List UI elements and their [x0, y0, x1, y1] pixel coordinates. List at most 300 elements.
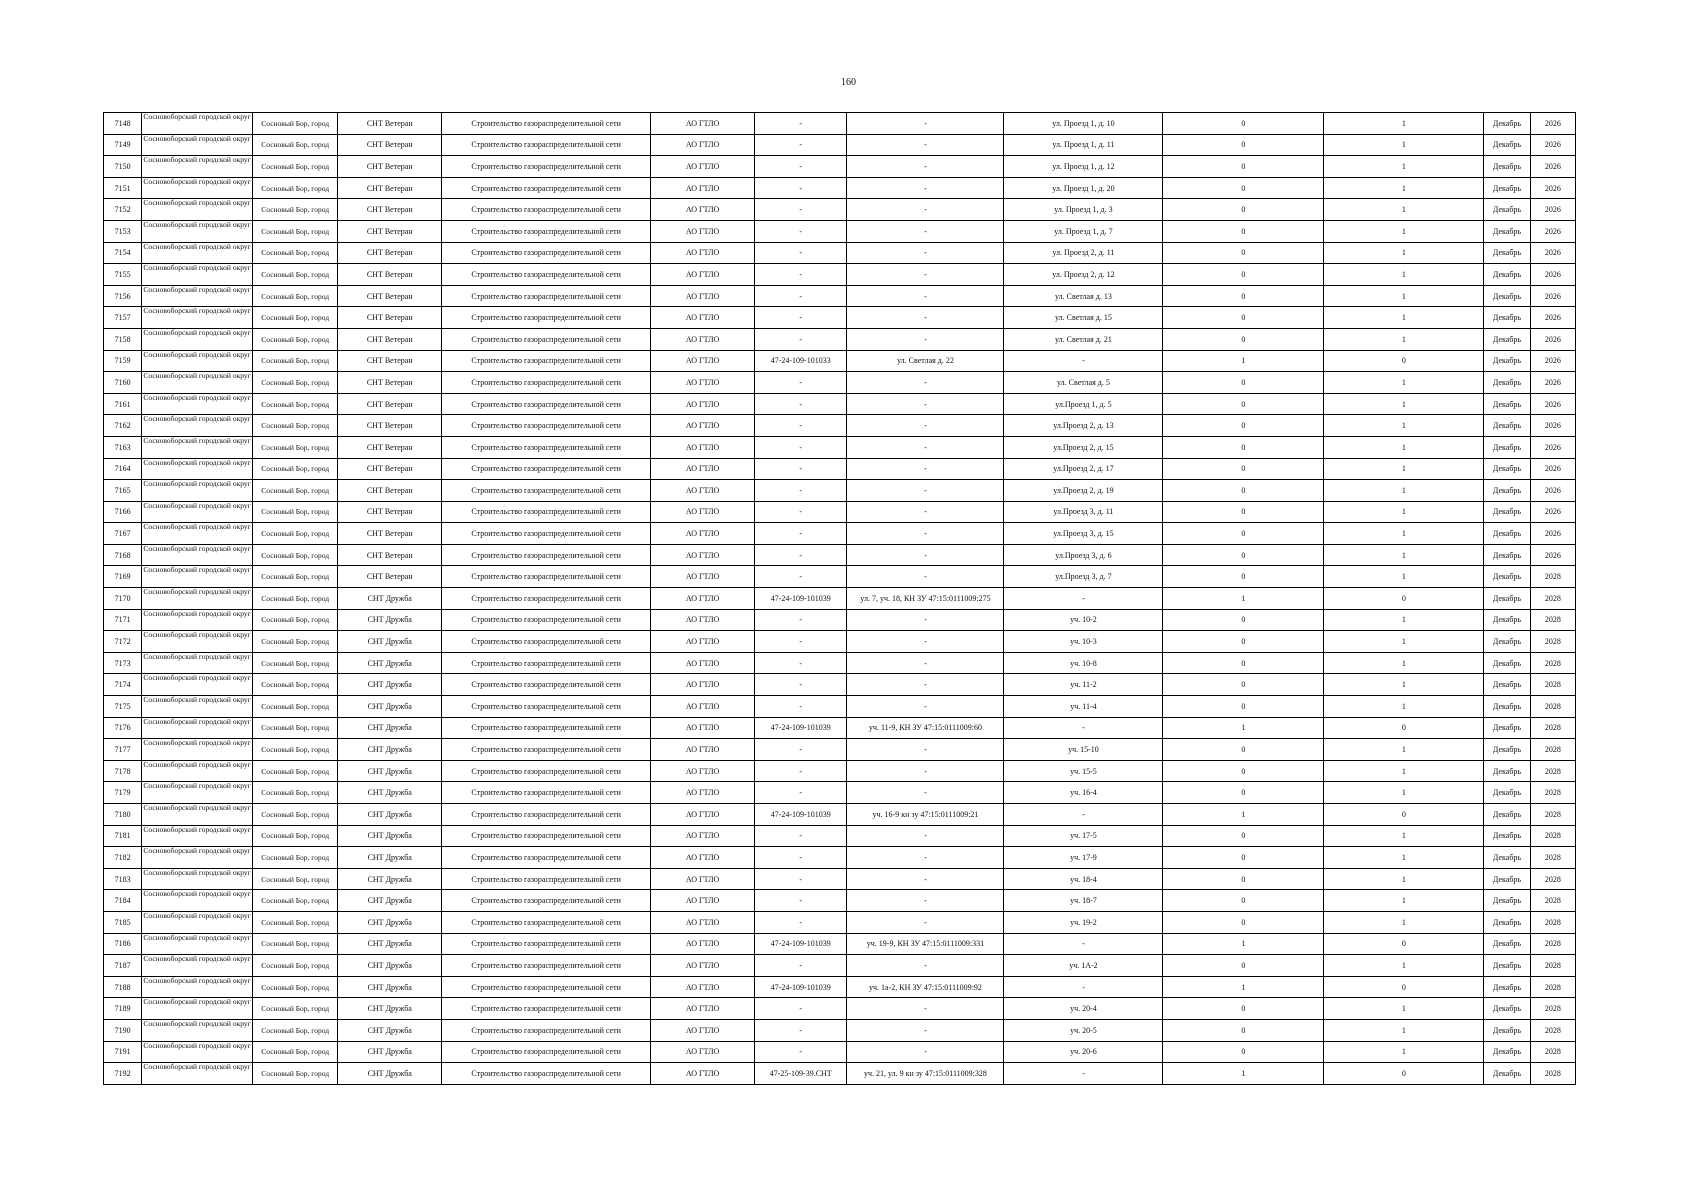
- city-cell: Сосновый Бор, город: [252, 307, 338, 329]
- value-a-cell: 0: [1163, 242, 1324, 264]
- row-number-cell: 7160: [104, 372, 142, 394]
- organization-cell: АО ГТЛО: [651, 609, 755, 631]
- land-plot-cell: -: [847, 372, 1004, 394]
- row-number-cell: 7152: [104, 199, 142, 221]
- work-type-cell: Строительство газораспределительной сети: [442, 933, 651, 955]
- table-row: [104, 350, 1576, 372]
- month-cell: Декабрь: [1484, 199, 1530, 221]
- work-type-cell: Строительство газораспределительной сети: [442, 825, 651, 847]
- land-plot-cell: -: [847, 264, 1004, 286]
- work-type-cell: Строительство газораспределительной сети: [442, 696, 651, 718]
- settlement-cell: СНТ Ветеран: [338, 264, 442, 286]
- work-type-cell: Строительство газораспределительной сети: [442, 760, 651, 782]
- organization-cell: АО ГТЛО: [651, 652, 755, 674]
- district-cell: Сосновоборский городской округ: [142, 328, 253, 350]
- value-a-cell: 0: [1163, 134, 1324, 156]
- address-cell: ул. Светлая д. 13: [1004, 285, 1163, 307]
- value-b-cell: 1: [1324, 631, 1484, 653]
- organization-cell: АО ГТЛО: [651, 566, 755, 588]
- organization-cell: АО ГТЛО: [651, 415, 755, 437]
- row-number-cell: 7177: [104, 739, 142, 761]
- value-a-cell: 1: [1163, 933, 1324, 955]
- address-cell: ул.Проезд 3, д. 15: [1004, 523, 1163, 545]
- city-cell: Сосновый Бор, город: [252, 631, 338, 653]
- district-cell: Сосновоборский городской округ: [142, 825, 253, 847]
- settlement-cell: СНТ Ветеран: [338, 113, 442, 135]
- land-plot-cell: -: [847, 760, 1004, 782]
- year-cell: 2026: [1530, 544, 1575, 566]
- row-number-cell: 7158: [104, 328, 142, 350]
- cadastral-block-cell: -: [754, 760, 847, 782]
- month-cell: Декабрь: [1484, 264, 1530, 286]
- work-type-cell: Строительство газораспределительной сети: [442, 911, 651, 933]
- organization-cell: АО ГТЛО: [651, 1063, 755, 1085]
- row-number-cell: 7176: [104, 717, 142, 739]
- work-type-cell: Строительство газораспределительной сети: [442, 350, 651, 372]
- table-body: [104, 113, 1576, 1085]
- organization-cell: АО ГТЛО: [651, 242, 755, 264]
- value-b-cell: 1: [1324, 523, 1484, 545]
- work-type-cell: Строительство газораспределительной сети: [442, 264, 651, 286]
- address-cell: ул. Светлая д. 15: [1004, 307, 1163, 329]
- month-cell: Декабрь: [1484, 285, 1530, 307]
- month-cell: Декабрь: [1484, 955, 1530, 977]
- year-cell: 2026: [1530, 393, 1575, 415]
- city-cell: Сосновый Бор, город: [252, 868, 338, 890]
- cadastral-block-cell: -: [754, 436, 847, 458]
- value-b-cell: 1: [1324, 825, 1484, 847]
- row-number-cell: 7174: [104, 674, 142, 696]
- cadastral-block-cell: 47-24-109-101039: [754, 588, 847, 610]
- settlement-cell: СНТ Дружба: [338, 847, 442, 869]
- month-cell: Декабрь: [1484, 588, 1530, 610]
- row-number-cell: 7192: [104, 1063, 142, 1085]
- settlement-cell: СНТ Ветеран: [338, 177, 442, 199]
- row-number-cell: 7154: [104, 242, 142, 264]
- address-cell: уч. 10-8: [1004, 652, 1163, 674]
- work-type-cell: Строительство газораспределительной сети: [442, 523, 651, 545]
- year-cell: 2028: [1530, 955, 1575, 977]
- value-b-cell: 1: [1324, 199, 1484, 221]
- row-number-cell: 7178: [104, 760, 142, 782]
- organization-cell: АО ГТЛО: [651, 1041, 755, 1063]
- year-cell: 2028: [1530, 847, 1575, 869]
- value-b-cell: 1: [1324, 372, 1484, 394]
- work-type-cell: Строительство газораспределительной сети: [442, 393, 651, 415]
- month-cell: Декабрь: [1484, 609, 1530, 631]
- value-b-cell: 0: [1324, 804, 1484, 826]
- year-cell: 2026: [1530, 156, 1575, 178]
- settlement-cell: СНТ Ветеран: [338, 436, 442, 458]
- row-number-cell: 7188: [104, 976, 142, 998]
- city-cell: Сосновый Бор, город: [252, 393, 338, 415]
- year-cell: 2028: [1530, 760, 1575, 782]
- year-cell: 2028: [1530, 890, 1575, 912]
- cadastral-block-cell: -: [754, 825, 847, 847]
- row-number-cell: 7168: [104, 544, 142, 566]
- year-cell: 2028: [1530, 1019, 1575, 1041]
- row-number-cell: 7155: [104, 264, 142, 286]
- year-cell: 2026: [1530, 480, 1575, 502]
- month-cell: Декабрь: [1484, 156, 1530, 178]
- value-b-cell: 0: [1324, 350, 1484, 372]
- month-cell: Декабрь: [1484, 458, 1530, 480]
- value-a-cell: 0: [1163, 523, 1324, 545]
- month-cell: Декабрь: [1484, 933, 1530, 955]
- land-plot-cell: уч. 19-9, КН ЗУ 47:15:0111009:331: [847, 933, 1004, 955]
- land-plot-cell: -: [847, 480, 1004, 502]
- work-type-cell: Строительство газораспределительной сети: [442, 739, 651, 761]
- table-row: [104, 696, 1576, 718]
- value-b-cell: 0: [1324, 717, 1484, 739]
- month-cell: Декабрь: [1484, 998, 1530, 1020]
- district-cell: Сосновоборский городской округ: [142, 199, 253, 221]
- land-plot-cell: -: [847, 393, 1004, 415]
- work-type-cell: Строительство газораспределительной сети: [442, 220, 651, 242]
- land-plot-cell: -: [847, 868, 1004, 890]
- table-row: [104, 825, 1576, 847]
- organization-cell: АО ГТЛО: [651, 156, 755, 178]
- table-row: [104, 544, 1576, 566]
- work-type-cell: Строительство газораспределительной сети: [442, 998, 651, 1020]
- city-cell: Сосновый Бор, город: [252, 998, 338, 1020]
- district-cell: Сосновоборский городской округ: [142, 523, 253, 545]
- cadastral-block-cell: -: [754, 609, 847, 631]
- cadastral-block-cell: 47-24-109-101039: [754, 976, 847, 998]
- settlement-cell: СНТ Ветеран: [338, 480, 442, 502]
- district-cell: Сосновоборский городской округ: [142, 285, 253, 307]
- settlement-cell: СНТ Дружба: [338, 1019, 442, 1041]
- organization-cell: АО ГТЛО: [651, 372, 755, 394]
- city-cell: Сосновый Бор, город: [252, 1063, 338, 1085]
- value-a-cell: 0: [1163, 674, 1324, 696]
- table-row: [104, 847, 1576, 869]
- cadastral-block-cell: -: [754, 523, 847, 545]
- row-number-cell: 7180: [104, 804, 142, 826]
- address-cell: -: [1004, 588, 1163, 610]
- settlement-cell: СНТ Ветеран: [338, 372, 442, 394]
- city-cell: Сосновый Бор, город: [252, 350, 338, 372]
- organization-cell: АО ГТЛО: [651, 307, 755, 329]
- cadastral-block-cell: -: [754, 955, 847, 977]
- city-cell: Сосновый Бор, город: [252, 933, 338, 955]
- row-number-cell: 7187: [104, 955, 142, 977]
- address-cell: уч. 15-5: [1004, 760, 1163, 782]
- row-number-cell: 7172: [104, 631, 142, 653]
- table-row: [104, 955, 1576, 977]
- city-cell: Сосновый Бор, город: [252, 113, 338, 135]
- land-plot-cell: -: [847, 458, 1004, 480]
- address-cell: ул. Проезд 2, д. 12: [1004, 264, 1163, 286]
- value-a-cell: 0: [1163, 393, 1324, 415]
- value-a-cell: 0: [1163, 609, 1324, 631]
- organization-cell: АО ГТЛО: [651, 804, 755, 826]
- value-a-cell: 0: [1163, 177, 1324, 199]
- year-cell: 2028: [1530, 933, 1575, 955]
- value-a-cell: 0: [1163, 372, 1324, 394]
- month-cell: Декабрь: [1484, 113, 1530, 135]
- settlement-cell: СНТ Дружба: [338, 998, 442, 1020]
- work-type-cell: Строительство газораспределительной сети: [442, 717, 651, 739]
- settlement-cell: СНТ Дружба: [338, 609, 442, 631]
- organization-cell: АО ГТЛО: [651, 976, 755, 998]
- land-plot-cell: -: [847, 1019, 1004, 1041]
- month-cell: Декабрь: [1484, 847, 1530, 869]
- cadastral-block-cell: -: [754, 544, 847, 566]
- value-b-cell: 1: [1324, 415, 1484, 437]
- year-cell: 2026: [1530, 134, 1575, 156]
- value-a-cell: 0: [1163, 847, 1324, 869]
- district-cell: Сосновоборский городской округ: [142, 177, 253, 199]
- city-cell: Сосновый Бор, город: [252, 458, 338, 480]
- year-cell: 2028: [1530, 1063, 1575, 1085]
- year-cell: 2026: [1530, 220, 1575, 242]
- cadastral-block-cell: -: [754, 264, 847, 286]
- table-row: [104, 328, 1576, 350]
- work-type-cell: Строительство газораспределительной сети: [442, 782, 651, 804]
- land-plot-cell: -: [847, 566, 1004, 588]
- cadastral-block-cell: -: [754, 220, 847, 242]
- value-b-cell: 1: [1324, 674, 1484, 696]
- row-number-cell: 7171: [104, 609, 142, 631]
- organization-cell: АО ГТЛО: [651, 782, 755, 804]
- land-plot-cell: -: [847, 998, 1004, 1020]
- row-number-cell: 7181: [104, 825, 142, 847]
- organization-cell: АО ГТЛО: [651, 739, 755, 761]
- value-a-cell: 0: [1163, 264, 1324, 286]
- settlement-cell: СНТ Ветеран: [338, 350, 442, 372]
- cadastral-block-cell: -: [754, 113, 847, 135]
- work-type-cell: Строительство газораспределительной сети: [442, 588, 651, 610]
- land-plot-cell: -: [847, 177, 1004, 199]
- settlement-cell: СНТ Дружба: [338, 911, 442, 933]
- city-cell: Сосновый Бор, город: [252, 674, 338, 696]
- value-a-cell: 0: [1163, 890, 1324, 912]
- value-b-cell: 1: [1324, 307, 1484, 329]
- address-cell: ул. Проезд 1, д. 7: [1004, 220, 1163, 242]
- organization-cell: АО ГТЛО: [651, 868, 755, 890]
- settlement-cell: СНТ Дружба: [338, 652, 442, 674]
- settlement-cell: СНТ Дружба: [338, 696, 442, 718]
- table-row: [104, 609, 1576, 631]
- address-cell: ул.Проезд 2, д. 15: [1004, 436, 1163, 458]
- city-cell: Сосновый Бор, город: [252, 739, 338, 761]
- address-cell: ул. Проезд 1, д. 3: [1004, 199, 1163, 221]
- row-number-cell: 7150: [104, 156, 142, 178]
- settlement-cell: СНТ Ветеран: [338, 544, 442, 566]
- table-row: [104, 652, 1576, 674]
- settlement-cell: СНТ Дружба: [338, 588, 442, 610]
- settlement-cell: СНТ Ветеран: [338, 199, 442, 221]
- month-cell: Декабрь: [1484, 1019, 1530, 1041]
- settlement-cell: СНТ Ветеран: [338, 307, 442, 329]
- work-type-cell: Строительство газораспределительной сети: [442, 307, 651, 329]
- value-a-cell: 0: [1163, 1041, 1324, 1063]
- land-plot-cell: -: [847, 523, 1004, 545]
- settlement-cell: СНТ Ветеран: [338, 523, 442, 545]
- address-cell: ул. Проезд 1, д. 11: [1004, 134, 1163, 156]
- organization-cell: АО ГТЛО: [651, 523, 755, 545]
- table-row: [104, 739, 1576, 761]
- cadastral-block-cell: -: [754, 868, 847, 890]
- address-cell: уч. 20-5: [1004, 1019, 1163, 1041]
- address-cell: ул.Проезд 3, д. 7: [1004, 566, 1163, 588]
- row-number-cell: 7165: [104, 480, 142, 502]
- month-cell: Декабрь: [1484, 242, 1530, 264]
- work-type-cell: Строительство газораспределительной сети: [442, 609, 651, 631]
- district-cell: Сосновоборский городской округ: [142, 264, 253, 286]
- value-a-cell: 0: [1163, 328, 1324, 350]
- table-row: [104, 523, 1576, 545]
- cadastral-block-cell: -: [754, 134, 847, 156]
- cadastral-block-cell: -: [754, 307, 847, 329]
- work-type-cell: Строительство газораспределительной сети: [442, 868, 651, 890]
- district-cell: Сосновоборский городской округ: [142, 1041, 253, 1063]
- month-cell: Декабрь: [1484, 328, 1530, 350]
- value-a-cell: 0: [1163, 782, 1324, 804]
- address-cell: -: [1004, 933, 1163, 955]
- work-type-cell: Строительство газораспределительной сети: [442, 674, 651, 696]
- district-cell: Сосновоборский городской округ: [142, 609, 253, 631]
- city-cell: Сосновый Бор, город: [252, 436, 338, 458]
- address-cell: -: [1004, 350, 1163, 372]
- work-type-cell: Строительство газораспределительной сети: [442, 1019, 651, 1041]
- value-b-cell: 1: [1324, 609, 1484, 631]
- address-cell: ул.Проезд 1, д. 5: [1004, 393, 1163, 415]
- value-a-cell: 0: [1163, 652, 1324, 674]
- cadastral-block-cell: -: [754, 285, 847, 307]
- value-b-cell: 1: [1324, 328, 1484, 350]
- table-row: [104, 372, 1576, 394]
- value-a-cell: 0: [1163, 566, 1324, 588]
- year-cell: 2028: [1530, 566, 1575, 588]
- organization-cell: АО ГТЛО: [651, 933, 755, 955]
- organization-cell: АО ГТЛО: [651, 480, 755, 502]
- settlement-cell: СНТ Дружба: [338, 631, 442, 653]
- organization-cell: АО ГТЛО: [651, 393, 755, 415]
- district-cell: Сосновоборский городской округ: [142, 544, 253, 566]
- work-type-cell: Строительство газораспределительной сети: [442, 415, 651, 437]
- month-cell: Декабрь: [1484, 393, 1530, 415]
- month-cell: Декабрь: [1484, 1063, 1530, 1085]
- table-row: [104, 177, 1576, 199]
- district-cell: Сосновоборский городской округ: [142, 674, 253, 696]
- land-plot-cell: -: [847, 415, 1004, 437]
- month-cell: Декабрь: [1484, 782, 1530, 804]
- value-b-cell: 1: [1324, 847, 1484, 869]
- row-number-cell: 7173: [104, 652, 142, 674]
- cadastral-block-cell: -: [754, 199, 847, 221]
- table-row: [104, 307, 1576, 329]
- row-number-cell: 7148: [104, 113, 142, 135]
- land-plot-cell: -: [847, 156, 1004, 178]
- year-cell: 2028: [1530, 588, 1575, 610]
- address-cell: уч. 15-10: [1004, 739, 1163, 761]
- district-cell: Сосновоборский городской округ: [142, 760, 253, 782]
- district-cell: Сосновоборский городской округ: [142, 631, 253, 653]
- organization-cell: АО ГТЛО: [651, 890, 755, 912]
- row-number-cell: 7167: [104, 523, 142, 545]
- land-plot-cell: -: [847, 199, 1004, 221]
- table-row: [104, 911, 1576, 933]
- value-b-cell: 1: [1324, 998, 1484, 1020]
- year-cell: 2026: [1530, 523, 1575, 545]
- cadastral-block-cell: -: [754, 415, 847, 437]
- settlement-cell: СНТ Ветеран: [338, 393, 442, 415]
- page-number: 160: [841, 77, 856, 88]
- district-cell: Сосновоборский городской округ: [142, 804, 253, 826]
- value-b-cell: 1: [1324, 566, 1484, 588]
- year-cell: 2028: [1530, 868, 1575, 890]
- address-cell: ул.Проезд 2, д. 17: [1004, 458, 1163, 480]
- work-type-cell: Строительство газораспределительной сети: [442, 285, 651, 307]
- row-number-cell: 7164: [104, 458, 142, 480]
- land-plot-cell: -: [847, 113, 1004, 135]
- value-a-cell: 0: [1163, 156, 1324, 178]
- district-cell: Сосновоборский городской округ: [142, 393, 253, 415]
- value-a-cell: 0: [1163, 415, 1324, 437]
- year-cell: 2028: [1530, 825, 1575, 847]
- district-cell: Сосновоборский городской округ: [142, 717, 253, 739]
- district-cell: Сосновоборский городской округ: [142, 307, 253, 329]
- row-number-cell: 7159: [104, 350, 142, 372]
- district-cell: Сосновоборский городской округ: [142, 350, 253, 372]
- city-cell: Сосновый Бор, город: [252, 782, 338, 804]
- address-cell: ул.Проезд 2, д. 19: [1004, 480, 1163, 502]
- city-cell: Сосновый Бор, город: [252, 1019, 338, 1041]
- district-cell: Сосновоборский городской округ: [142, 782, 253, 804]
- cadastral-block-cell: -: [754, 566, 847, 588]
- value-a-cell: 0: [1163, 285, 1324, 307]
- city-cell: Сосновый Бор, город: [252, 890, 338, 912]
- table-row: [104, 566, 1576, 588]
- district-cell: Сосновоборский городской округ: [142, 955, 253, 977]
- value-b-cell: 1: [1324, 242, 1484, 264]
- year-cell: 2026: [1530, 350, 1575, 372]
- value-b-cell: 1: [1324, 480, 1484, 502]
- table-row: [104, 760, 1576, 782]
- address-cell: ул. Светлая д. 5: [1004, 372, 1163, 394]
- organization-cell: АО ГТЛО: [651, 264, 755, 286]
- value-a-cell: 0: [1163, 955, 1324, 977]
- value-a-cell: 0: [1163, 480, 1324, 502]
- address-cell: уч. 11-4: [1004, 696, 1163, 718]
- cadastral-block-cell: -: [754, 242, 847, 264]
- address-cell: ул.Проезд 2, д. 13: [1004, 415, 1163, 437]
- cadastral-block-cell: -: [754, 739, 847, 761]
- row-number-cell: 7175: [104, 696, 142, 718]
- district-cell: Сосновоборский городской округ: [142, 588, 253, 610]
- city-cell: Сосновый Бор, город: [252, 588, 338, 610]
- table-row: [104, 1019, 1576, 1041]
- gasification-registry-table: [103, 112, 1576, 1085]
- cadastral-block-cell: -: [754, 501, 847, 523]
- organization-cell: АО ГТЛО: [651, 285, 755, 307]
- land-plot-cell: ул. 7, уч. 18, КН ЗУ 47:15:0111009:275: [847, 588, 1004, 610]
- value-b-cell: 1: [1324, 911, 1484, 933]
- month-cell: Декабрь: [1484, 825, 1530, 847]
- organization-cell: АО ГТЛО: [651, 717, 755, 739]
- cadastral-block-cell: 47-25-109-39.СНТ: [754, 1063, 847, 1085]
- settlement-cell: СНТ Ветеран: [338, 501, 442, 523]
- value-b-cell: 1: [1324, 696, 1484, 718]
- cadastral-block-cell: -: [754, 1041, 847, 1063]
- address-cell: уч. 11-2: [1004, 674, 1163, 696]
- value-b-cell: 0: [1324, 588, 1484, 610]
- land-plot-cell: -: [847, 1041, 1004, 1063]
- year-cell: 2028: [1530, 631, 1575, 653]
- value-a-cell: 0: [1163, 868, 1324, 890]
